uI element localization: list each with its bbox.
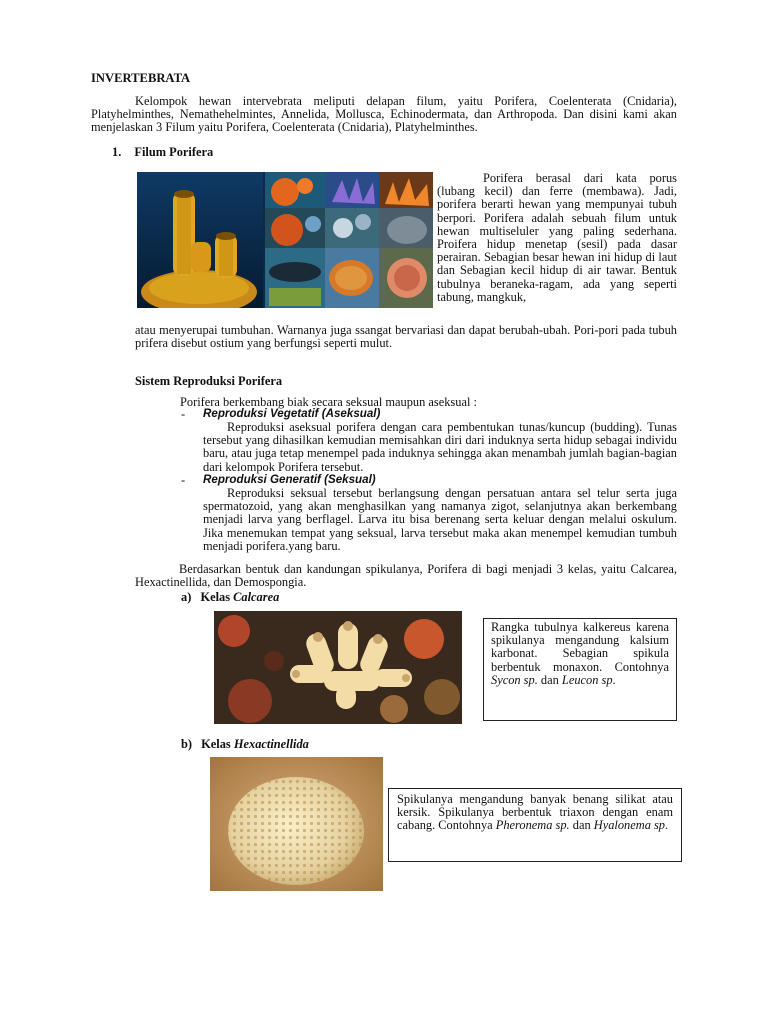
reproduction-generatif-text: Reproduksi seksual tersebut berlangsung dengan persatuan antara sel telur serta juga spermatozoid, yang akan menghasilkan yang namanya zigot, selanjutnya akan berkembang menjadi larva yang berflagel. Larva itu bisa berenang serta keluar dengan melalui oskulum. Jika menemukan tempat yang seksual, larva tersebut maka akan menempel kemudian tumbuh menjadi porifera.yang baru.: [203, 486, 677, 553]
dash-marker-1: -: [181, 407, 186, 421]
class-a-heading: [181, 590, 279, 605]
porifera-description: Porifera berasal dari kata porus (lubang kecil) dan ferre (membawa). Jadi, porifera berarti hewan yang mempunyai tubuh berpori. Porifera adalah sebuah filum untuk hewan multiseluler yang paling sederhana. Proifera hidup menetap (sesil) pada dasar perairan. Sebagian besar hewan ini hidup di laut dan Sebagian kecil hidup di air tawar. Bentuk tubulnya beraneka-ragam, ada yang seperti tabung, mangkuk,: [437, 171, 677, 304]
class-b-prefix: Kelas: [201, 737, 231, 751]
reproduction-generatif-title: Reproduksi Generatif (Seksual): [203, 473, 376, 486]
calcarea-drawing: [214, 611, 462, 724]
class-b-marker: b): [181, 737, 193, 751]
calcarea-box-text: Rangka tubulnya kalkereus karena spikulanya mengandung kalsium karbonat. Sebagian spikula berbentuk monaxon. Contohnya: [491, 620, 669, 674]
classes-intro: Berdasarkan bentuk dan kandungan spikulanya, Porifera di bagi menjadi 3 kelas, yaitu Calcarea, Hexactinellida, dan Demospongia.: [135, 562, 677, 590]
class-b-heading: [181, 737, 309, 752]
class-a-marker: a): [181, 590, 192, 604]
page-title: INVERTEBRATA: [91, 71, 191, 85]
porifera-collage-image: [137, 172, 433, 308]
reproduction-vegetatif-text: Reproduksi aseksual porifera dengan cara pembentukan tunas/kuncup (budding). Tunas tersebut yang dihasilkan kemudian memisahkan diri dari induknya serta hidup sebagai individu baru, atau juga tetap menempel pada induknya sehingga akan menambah jumlah bagian-bagian dari kelompok Porifera tersebut.: [203, 420, 677, 474]
dash-marker-2: -: [181, 473, 186, 487]
hexactinellida-species-1: Pheronema sp.: [495, 818, 570, 833]
hexactinellida-drawing: [210, 757, 383, 891]
calcarea-conj: dan: [540, 672, 559, 687]
calcarea-end: .: [612, 672, 616, 687]
class-b-name: Hexactinellida: [233, 737, 309, 751]
intro-paragraph: Kelompok hewan intervebrata meliputi delapan filum, yaitu Porifera, Coelenterata (Cnidaria), Platyhelminthes, Nemathehelmintes, Annelida, Mollusca, Echinodermata, dan Arthropoda. Dan disini kami akan menjelaskan 3 Filum yaitu Porifera, Coelenterata (Cnidaria), Platyhelminthes.: [91, 94, 677, 135]
hexactinellida-conj: dan: [572, 818, 591, 833]
section-number: 1.: [112, 145, 122, 159]
reproduction-vegetatif-title: Reproduksi Vegetatif (Aseksual): [203, 407, 381, 420]
class-a-prefix: Kelas: [200, 590, 231, 604]
section-heading-porifera: [112, 145, 213, 160]
calcarea-image: [214, 611, 462, 724]
porifera-description-continued: atau menyerupai tumbuhan. Warnanya juga ssangat bervariasi dan dapat berubah-ubah. Pori-pori pada tubuh prifera disebut ostium yang berfungsi seperti mulut.: [135, 323, 677, 351]
hexactinellida-end: .: [665, 818, 669, 833]
calcarea-info-box: [483, 618, 677, 721]
calcarea-species-2: Leucon sp: [561, 672, 613, 687]
hexactinellida-box-text: Spikulanya mengandung banyak benang silikat atau kersik. Spikulanya berbentuk triaxon dengan enam cabang. Contohnya: [397, 792, 673, 833]
hexactinellida-image: [210, 757, 383, 891]
calcarea-species-1: Sycon sp.: [491, 672, 538, 687]
hexactinellida-info-box: [388, 788, 682, 862]
porifera-collage-drawing: [137, 172, 433, 308]
section-title: Filum Porifera: [134, 145, 214, 159]
reproduction-lead: Porifera berkembang biak secara seksual maupun aseksual :: [180, 395, 477, 409]
reproduction-heading: Sistem Reproduksi Porifera: [135, 374, 283, 388]
hexactinellida-species-2: Hyalonema sp: [593, 818, 665, 833]
class-a-name: Calcarea: [233, 590, 280, 604]
